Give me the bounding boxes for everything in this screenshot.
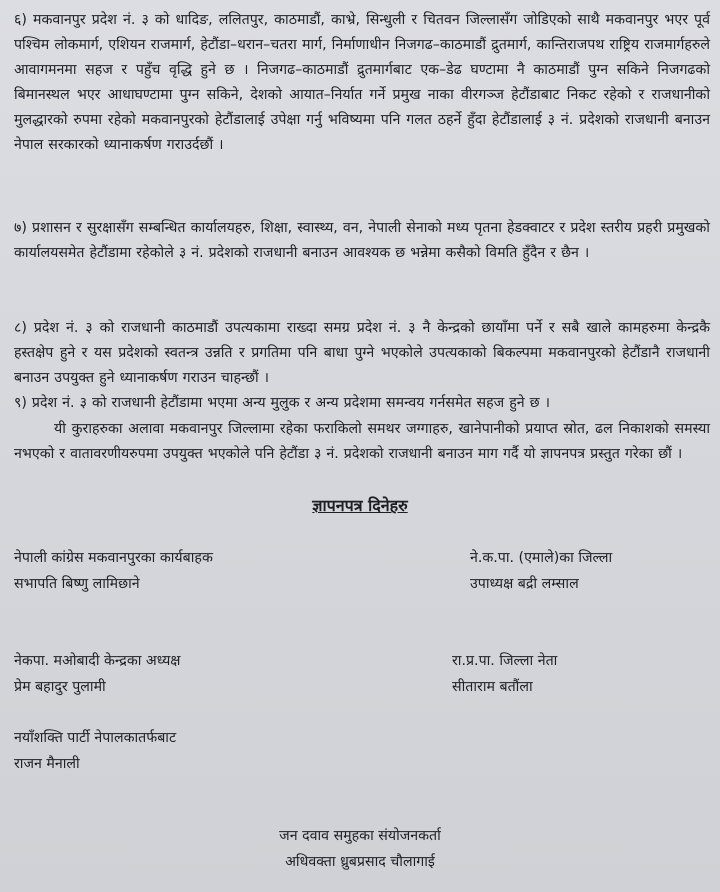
point-7-paragraph: ७) प्रशासन र सुरक्षासँग सम्बन्धित कार्यालयहरु, शिक्षा, स्वास्थ्य, वन, नेपाली सेनाको मध्य पृतना हेडक्वाटर र प्रदेश स्तरीय प्रहरी प्रमुखको कार्यालयसमेत हेटौंडामा रहेकोले ३ नं. प्रदेशको राजधानी बनाउन आवश्यक छ भन्नेमा कसैको विमति हुँदैन र छैन । (14, 220, 710, 261)
signatory-name: सभापति बिष्णु लामिछाने (14, 576, 140, 592)
point-6-paragraph: ६) मकवानपुर प्रदेश नं. ३ को धादिङ, ललितपुर, काठमाडौं, काभ्रे, सिन्धुली र चितवन जिल्लासँग जोडिएको साथै मकवानपुर भएर पूर्व पश्चिम लोकमार्ग, एशियन राजमार्ग, हेटौंडा–धरान–चतरा मार्ग, निर्माणाधीन निजगढ–काठमाडौं द्रुतमार्ग, कान्तिराजपथ राष्ट्रिय राजमार्गहरुले आवागमनमा सहज र पहुँच वृद्धि हुने छ । निजगढ–काठमाडौं द्रुतमार्गबाट एक–डेढ घण्टामा नै काठमाडौं पुग्न सकिने निजगढको बिमानस्थल भएर आधाघण्टामा पुग्न सकिने, देशको आयात–निर्यात गर्ने प्रमुख नाका वीरगञ्ज हेटौंडाबाट निकट रहेको र राजधानीको मुलद्धारको रुपमा रहेको मकवानपुरको हेटौंडालाई उपेक्षा गर्नु भविष्यमा पनि गलत ठहर्ने हुँदा हेटौंडालाई ३ नं. प्रदेशको राजधानी बनाउन नेपाल सरकारको ध्यानाकर्षण गराउर्दछौं । (14, 12, 710, 153)
closing-paragraph: यी कुराहरुका अलावा मकवानपुर जिल्लामा रहेका फराकिलो समथर जग्गाहरु, खानेपानीको प्रयाप्त स्रोत, ढल निकाशको समस्या नभएको र वातावरणीयरुपमा उपयुक्त भएकोले पनि हेटौंडा ३ नं. प्रदेशको राजधानी बनाउन माग गर्दै यो ज्ञापनपत्र प्रस्तुत गरेका छौं । (14, 421, 710, 462)
signatory-naya-shakti (14, 725, 176, 777)
signatory-uml (470, 545, 612, 597)
point-8-paragraph: ८) प्रदेश नं. ३ को राजधानी काठमाडौं उपत्यकामा राख्दा समग्र प्रदेश नं. ३ नै केन्द्रको छायाँमा पर्ने र सबै खाले कामहरुमा केन्द्रकै हस्तक्षेप हुने र यस प्रदेशको स्वतन्त्र उन्नति र प्रगतिमा पनि बाधा पुग्ने भएकोले उपत्यकाको बिकल्पमा मकवानपुरको हेटौंडानै राजधानी बनाउन उपयुक्त हुने ध्यानाकर्षण गराउन चाहन्छौं । (14, 320, 710, 386)
signatory-nepali-congress (14, 545, 213, 597)
signatory-title: नेकपा. मओबादी केन्द्रका अध्यक्ष (14, 653, 181, 669)
point-9-paragraph: ९) प्रदेश नं. ३ को राजधानी हेटौंडामा भएमा अन्य मुलुक र अन्य प्रदेशमा समन्वय गर्नसमेत सहज हुने छ । (14, 395, 550, 411)
signatory-title: नेपाली कांग्रेस मकवानपुरका कार्यबाहक (14, 550, 213, 566)
signatory-rpp (452, 648, 557, 700)
signatory-name: सीताराम बतौंला (452, 679, 533, 695)
signatory-name: प्रेम बहादुर पुलामी (14, 679, 106, 695)
signatory-name: अधिवक्ता ध्रुबप्रसाद चौलागाई (285, 854, 435, 870)
signatory-title: नयाँशक्ति पार्टी नेपालकातर्फबाट (14, 730, 177, 746)
signatory-title: जन दवाव समुहका संयोजनकर्ता (279, 828, 441, 844)
signatory-title: रा.प्र.पा. जिल्ला नेता (452, 653, 558, 669)
signatory-pressure-group-coordinator (0, 823, 720, 875)
signatory-maoist-centre (14, 648, 180, 700)
signatories-heading: ज्ञापनपत्र दिनेहरु (312, 496, 408, 515)
signatory-title: ने.क.पा. (एमाले)का जिल्ला (470, 550, 613, 566)
signatory-name: राजन मैनाली (14, 756, 80, 772)
signatory-name: उपाध्यक्ष बद्री लम्साल (470, 576, 579, 592)
